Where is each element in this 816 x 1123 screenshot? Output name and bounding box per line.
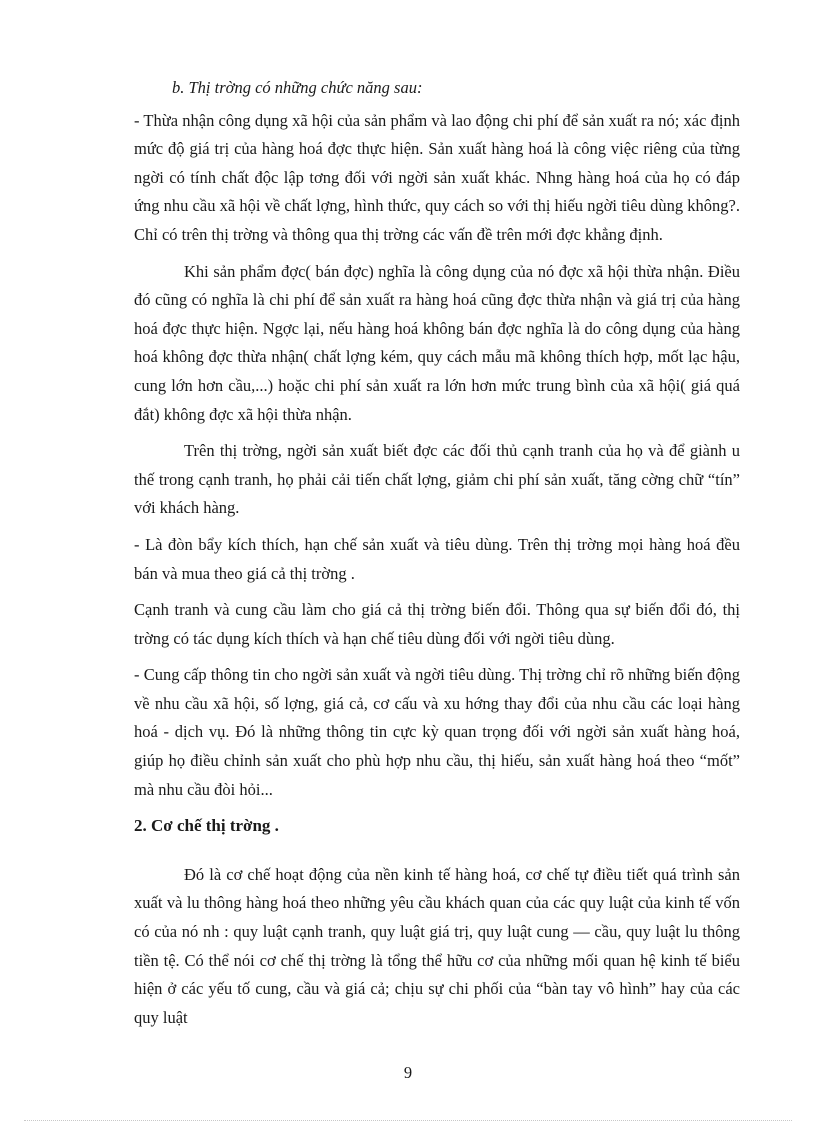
subheading: b. Thị trờng có những chức năng sau: <box>172 78 423 97</box>
page-number: 9 <box>403 1063 413 1082</box>
paragraph-bullet-3: - Cung cấp thông tin cho ngời sản xuất và ngời tiêu dùng. Thị trờng chỉ rõ những biến động về nhu cầu xã hội, số lợng, giá cả, cơ cấu và xu hớng thay đổi của nhu cầu các loại hàng hoá - dịch vụ. Đó là những thông tin cực kỳ quan trọng đối với ngời sản xuất hàng hoá, giúp họ điều chỉnh sản xuất cho phù hợp nhu cầu, thị hiếu, sản xuất hàng hoá theo “mốt” mà nhu cầu đòi hỏi... <box>134 665 740 799</box>
section-heading: 2. Cơ chế thị trờng . <box>134 816 279 836</box>
footer-divider <box>24 1120 792 1121</box>
paragraph-final: Đó là cơ chế hoạt động của nền kinh tế hàng hoá, cơ chế tự điều tiết quá trình sản xuất và lu thông hàng hoá theo những yêu cầu khách quan của các quy luật của kinh tế vốn có của nó nh : quy luật cạnh tranh, quy luật giá trị, quy luật cung — cầu, quy luật lu thông tiền tệ. Có thể nói cơ chế thị trờng là tổng thể hữu cơ của những mối quan hệ kinh tế biểu hiện ở các yếu tố cung, cầu và giá cả; chịu sự chi phối của “bàn tay vô hình” hay của các quy luật <box>134 864 740 1027</box>
paragraph-5: Cạnh tranh và cung cầu làm cho giá cả thị trờng biến đổi. Thông qua sự biến đổi đó, thị trờng có tác dụng kích thích và hạn chế tiêu dùng đối với ngời tiêu dùng. <box>134 600 740 648</box>
paragraph-3: Trên thị trờng, ngời sản xuất biết đợc các đối thủ cạnh tranh của họ và để giành u thế trong cạnh tranh, họ phải cải tiến chất lợng, giảm chi phí sản xuất, tăng cờng chữ “tín” với khách hàng. <box>134 441 740 518</box>
paragraph-bullet-1: - Thừa nhận công dụng xã hội của sản phẩm và lao động chi phí để sản xuất ra nó; xác định mức độ giá trị của hàng hoá đợc thực hiện. Sản xuất hàng hoá là công việc riêng của từng ngời có tính chất độc lập tơng đối với ngời sản xuất khác. Nhng hàng hoá của họ có đáp ứng nhu cầu xã hội về chất lợng, hình thức, quy cách so với thị hiếu ngời tiêu dùng không?. Chỉ có trên thị trờng và thông qua thị trờng các vấn đề trên mới đợc khẳng định. <box>134 110 740 244</box>
paragraph-2: Khi sản phẩm đợc( bán đợc) nghĩa là công dụng của nó đợc xã hội thừa nhận. Điều đó cũng có nghĩa là chi phí để sản xuất ra hàng hoá cũng đợc thừa nhận và giá trị của hàng hoá đợc thực hiện. Ngợc lại, nếu hàng hoá không bán đợc nghĩa là do công dụng của hàng hoá không đợc thừa nhận( chất lợng kém, quy cách mẫu mã không thích hợp, mốt lạc hậu, cung lớn hơn cầu,...) hoặc chi phí sản xuất ra lớn hơn mức trung bình của xã hội( giá quá đắt) không đợc xã hội thừa nhận. <box>134 261 740 424</box>
page-body <box>134 74 740 1040</box>
paragraph-bullet-2: - Là đòn bẩy kích thích, hạn chế sản xuất và tiêu dùng. Trên thị trờng mọi hàng hoá đều bán và mua theo giá cả thị trờng . <box>134 534 740 583</box>
